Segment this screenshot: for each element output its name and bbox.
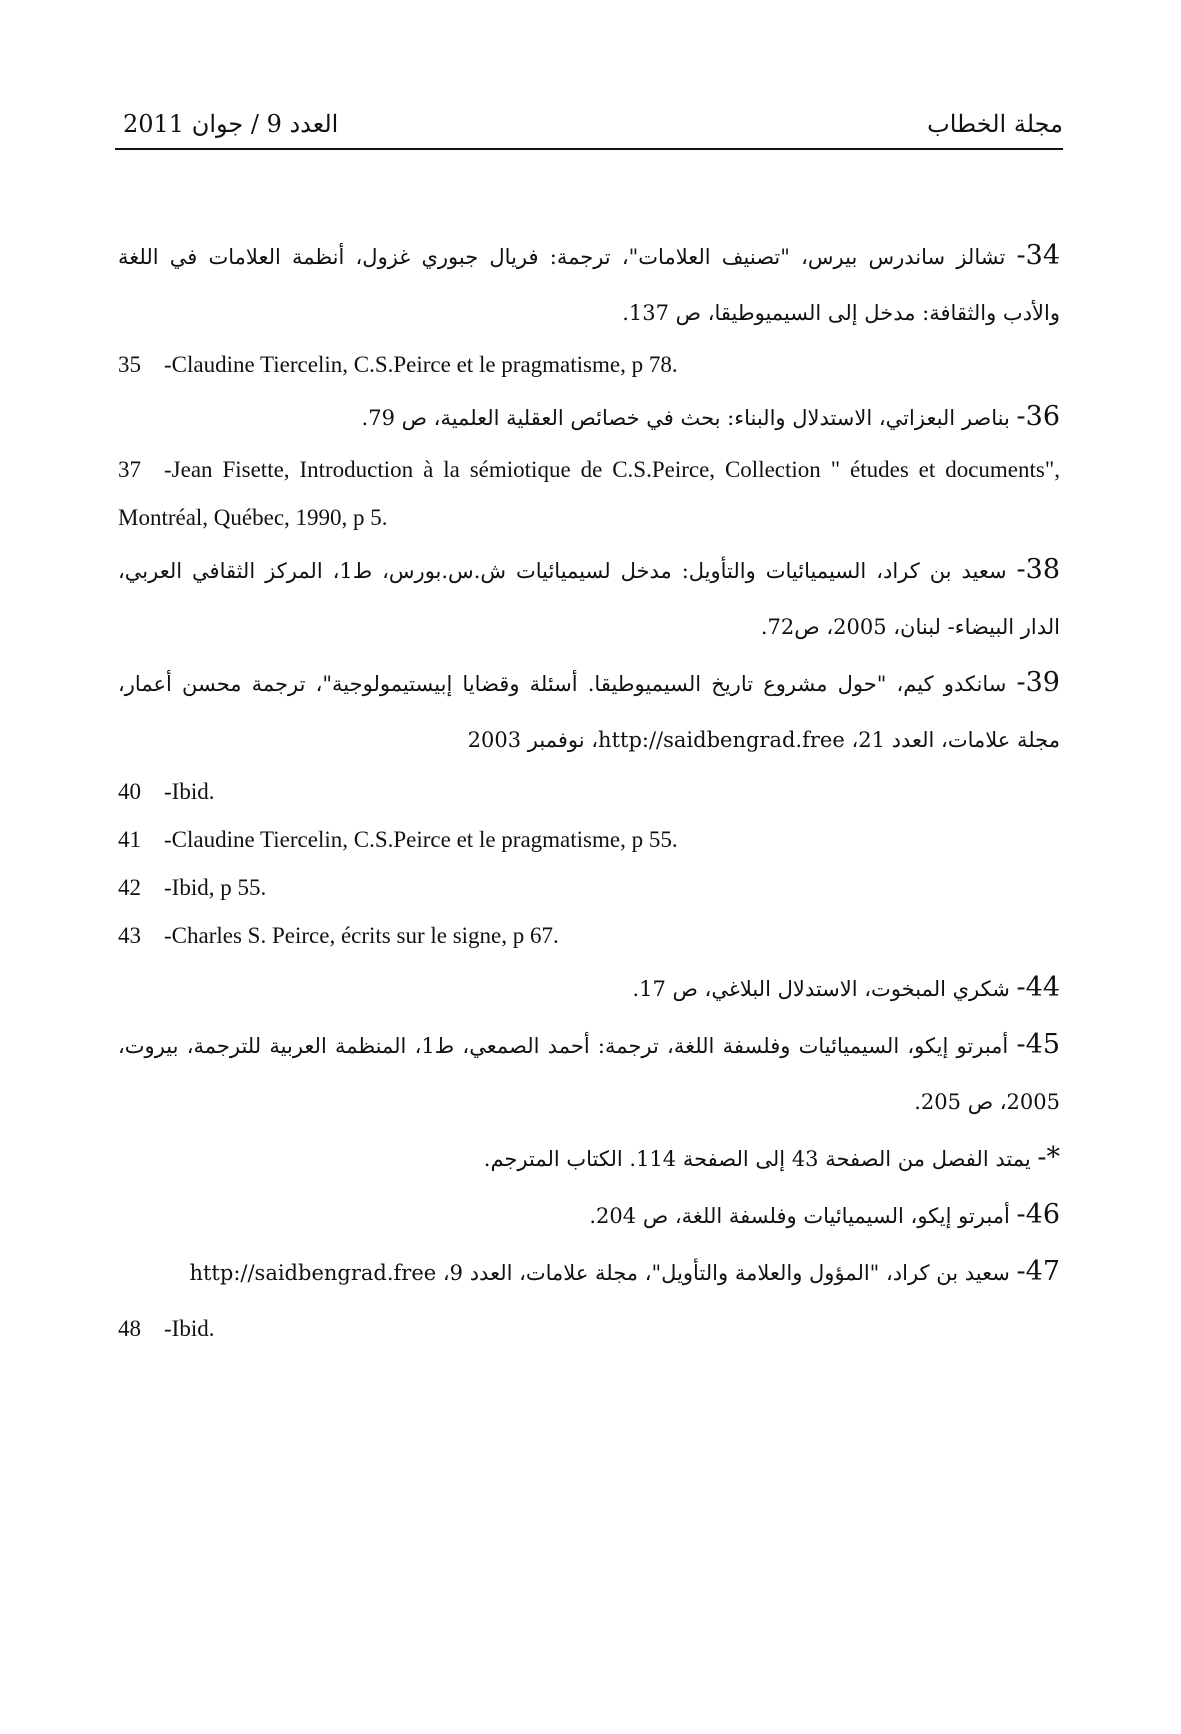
footnote-number: 47 - bbox=[1017, 1256, 1060, 1287]
footnote-text: يمتد الفصل من الصفحة 43 إلى الصفحة 114. الكتاب المترجم. bbox=[483, 1147, 1031, 1171]
footnote-47 bbox=[118, 1244, 1060, 1301]
footnote-43 bbox=[118, 912, 1060, 960]
footnote-text: أمبرتو إيكو، السيميائيات وفلسفة اللغة، ترجمة: أحمد الصمعي، ط1، المنظمة العربية للترجمة، بيروت، 2005، ص 205. bbox=[118, 1034, 1060, 1114]
footnote-number: 36 - bbox=[1017, 401, 1060, 432]
footnote-text: - Claudine Tiercelin, C.S.Peirce et le pragmatisme, p 78. bbox=[164, 352, 678, 377]
journal-title: مجلة الخطاب bbox=[927, 110, 1063, 138]
footnote-star bbox=[118, 1130, 1060, 1187]
footnote-text: شكري المبخوت، الاستدلال البلاغي، ص 17. bbox=[632, 977, 1010, 1001]
footnote-text: - Charles S. Peirce, écrits sur le signe, p 67. bbox=[164, 923, 559, 948]
footnote-38 bbox=[118, 542, 1060, 655]
footnote-48 bbox=[118, 1305, 1060, 1353]
footnote-number: 43 bbox=[118, 923, 141, 948]
footnote-35 bbox=[118, 341, 1060, 389]
footnote-number: 35 bbox=[118, 352, 141, 377]
footnote-46 bbox=[118, 1187, 1060, 1244]
footnote-number: 46 - bbox=[1017, 1199, 1060, 1230]
footnote-text: سعيد بن كراد، السيميائيات والتأويل: مدخل لسيميائيات ش.س.بورس، ط1، المركز الثقافي العربي، الدار البيضاء- لبنان، 2005، ص72. bbox=[118, 559, 1060, 639]
footnote-text: سانكدو كيم، "حول مشروع تاريخ السيميوطيقا. أسئلة وقضايا إبيستيمولوجية"، ترجمة محسن أعمار، مجلة علامات، العدد 21، http://saidbengrad.free، نوفمبر 2003 bbox=[118, 672, 1060, 752]
footnote-number: 40 bbox=[118, 779, 141, 804]
footnote-number: 38 - bbox=[1017, 554, 1060, 585]
footnote-number: 48 bbox=[118, 1316, 141, 1341]
footnote-41 bbox=[118, 816, 1060, 864]
footnote-number: 37 bbox=[118, 457, 141, 482]
footnote-text: - Ibid. bbox=[164, 1316, 214, 1341]
footnote-36 bbox=[118, 389, 1060, 446]
footnotes-list bbox=[118, 228, 1060, 1353]
footnote-text: أمبرتو إيكو، السيميائيات وفلسفة اللغة، ص 204. bbox=[589, 1204, 1010, 1228]
issue-info: العدد 9 / جوان 2011 bbox=[123, 110, 339, 138]
footnote-text: - Ibid, p 55. bbox=[164, 875, 266, 900]
footnote-text: - Ibid. bbox=[164, 779, 214, 804]
footnote-number: 34 - bbox=[1017, 240, 1060, 271]
page-header bbox=[115, 108, 1063, 150]
footnote-text: - Jean Fisette, Introduction à la sémiotique de C.S.Peirce, Collection " études et documents", Montréal, Québec, 1990, p 5. bbox=[118, 457, 1060, 530]
footnote-39 bbox=[118, 655, 1060, 768]
footnote-number: * - bbox=[1037, 1142, 1060, 1173]
footnote-text: - Claudine Tiercelin, C.S.Peirce et le pragmatisme, p 55. bbox=[164, 827, 678, 852]
footnote-text: سعيد بن كراد، "المؤول والعلامة والتأويل"، مجلة علامات، العدد 9، http://saidbengrad.free bbox=[189, 1261, 1010, 1285]
footnote-number: 42 bbox=[118, 875, 141, 900]
footnote-44 bbox=[118, 960, 1060, 1017]
footnote-45 bbox=[118, 1017, 1060, 1130]
footnote-number: 39 - bbox=[1017, 667, 1060, 698]
footnote-number: 45 - bbox=[1017, 1029, 1060, 1060]
footnote-40 bbox=[118, 768, 1060, 816]
footnote-42 bbox=[118, 864, 1060, 912]
footnote-number: 41 bbox=[118, 827, 141, 852]
footnote-37 bbox=[118, 446, 1060, 542]
footnote-text: بناصر البعزاتي، الاستدلال والبناء: بحث في خصائص العقلية العلمية، ص 79. bbox=[361, 406, 1010, 430]
footnote-34 bbox=[118, 228, 1060, 341]
footnote-text: تشالز ساندرس بيرس، "تصنيف العلامات"، ترجمة: فريال جبوري غزول، أنظمة العلامات في اللغة والأدب والثقافة: مدخل إلى السيميوطيقا، ص 137. bbox=[118, 245, 1060, 325]
footnote-number: 44 - bbox=[1017, 972, 1060, 1003]
